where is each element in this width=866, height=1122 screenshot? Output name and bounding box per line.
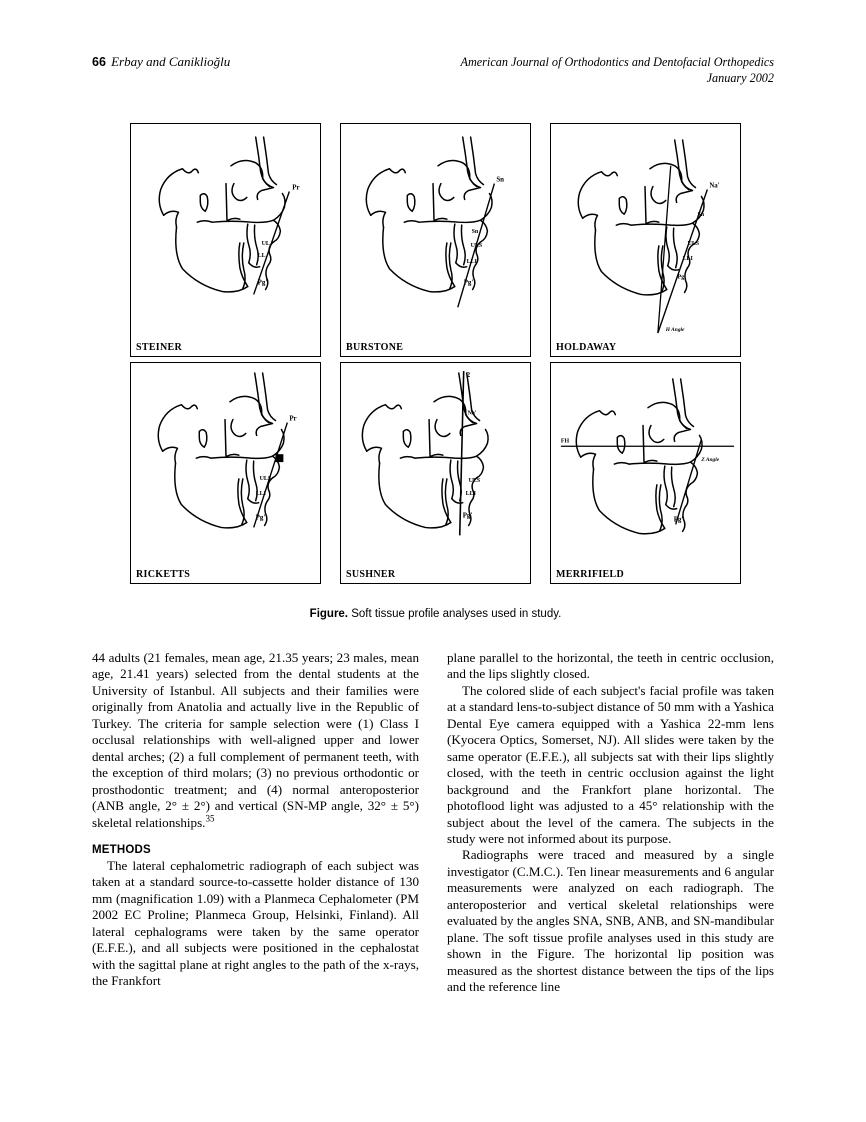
svg-text:2: 2 xyxy=(466,372,471,380)
journal-issue-date: January 2002 xyxy=(706,71,774,85)
running-head-authors: Erbay and Caniklioğlu xyxy=(111,54,231,69)
right-paragraph-3: Radiographs were traced and measured by a single investigator (C.M.C.). Ten linear measurements and 6 angular measurements were analyzed on each radiograph. The anteroposterior and vertical skeletal relationships were evaluated by the angles SNA, SNB, ANB, and SN-mandibular plane. The soft tissue profile analyses used in this study are shown in the Figure. The horizontal lip position was measured as the shortest distance between the tips of the lips and the reference line xyxy=(447,847,774,995)
svg-text:LL: LL xyxy=(257,252,266,259)
svg-text:Sn: Sn xyxy=(471,229,479,236)
svg-text:ULS: ULS xyxy=(259,475,272,482)
figure-caption-label: Figure. xyxy=(309,608,349,620)
svg-text:Pr: Pr xyxy=(289,415,297,423)
body-columns xyxy=(92,650,774,996)
panel-label-sushner: SUSHNER xyxy=(346,569,396,580)
figure-caption-text: Soft tissue profile analyses used in study. xyxy=(348,608,562,620)
svg-text:Pg': Pg' xyxy=(673,516,684,524)
svg-text:Pg': Pg' xyxy=(257,279,268,287)
svg-text:LLI: LLI xyxy=(466,258,477,265)
svg-text:ULS: ULS xyxy=(468,477,481,484)
section-heading-methods: METHODS xyxy=(92,843,151,856)
cephalometric-tracing-burstone xyxy=(341,124,530,356)
running-head-right xyxy=(461,54,774,86)
figure-panel-steiner xyxy=(130,123,321,357)
figure-row-bottom xyxy=(130,362,741,584)
running-head xyxy=(92,54,774,96)
figure-panel-ricketts xyxy=(130,362,321,584)
figure-block xyxy=(130,123,741,584)
right-column xyxy=(447,650,774,996)
svg-text:LLI: LLI xyxy=(465,490,476,497)
svg-text:UL: UL xyxy=(261,240,270,247)
svg-text:H Angle: H Angle xyxy=(665,327,685,334)
page-number: 66 xyxy=(92,55,107,69)
svg-text:FH: FH xyxy=(560,438,570,445)
svg-text:Sn: Sn xyxy=(496,176,505,184)
svg-text:Pg': Pg' xyxy=(463,279,474,287)
panel-label-burstone: BURSTONE xyxy=(346,342,404,353)
cephalometric-tracing-steiner xyxy=(131,124,320,356)
svg-text:Na': Na' xyxy=(709,182,720,190)
cephalometric-tracing-sushner xyxy=(341,363,530,583)
svg-text:Sn: Sn xyxy=(697,212,705,219)
reference-marker-35: 35 xyxy=(205,813,215,824)
right-paragraph-1: plane parallel to the horizontal, the teeth in centric occlusion, and the lips slightly closed. xyxy=(447,650,774,682)
running-head-left xyxy=(92,54,230,70)
left-paragraph-1-text: 44 adults (21 females, mean age, 21.35 years; 23 males, mean age, 21.41 years) selected from the dental students at the University of Istanbul. All subjects and their families were originally from Anatolia and actually live in the Republic of Turkey. The criteria for sample selection were (1) Class I occlusal relationships with well-aligned upper and lower dental arches; (2) a full complement of permanent teeth, with the exception of third molars; (3) no previous orthodontic or prosthodontic treatment; and (4) normal anteroposterior (ANB angle, 2° ± 2°) and vertical (SN-MP angle, 32° ± 5°) skeletal relationships. xyxy=(92,650,419,830)
figure-row-top xyxy=(130,123,741,357)
figure-panel-sushner xyxy=(340,362,531,584)
svg-text:LLI: LLI xyxy=(682,255,693,262)
panel-label-merrifield: MERRIFIELD xyxy=(556,569,625,580)
cephalometric-tracing-ricketts xyxy=(131,363,320,583)
panel-label-holdaway: HOLDAWAY xyxy=(556,342,617,353)
svg-text:Pg': Pg' xyxy=(255,514,266,522)
figure-panel-merrifield xyxy=(550,362,741,584)
svg-text:LLI: LLI xyxy=(255,490,266,497)
svg-text:ULS: ULS xyxy=(687,240,700,247)
right-paragraph-2: The colored slide of each subject's facial profile was taken at a standard lens-to-subject distance of 50 mm with a Yashica Dental Eye camera equipped with a Yashica 22-mm lens (Kyocera Optics, Somerset, NJ). All slides were taken by the same operator (E.F.E.), all subjects sat with their lips slightly closed, with the teeth in centric occlusion against the light background and the Frankfort plane horizontal. The photoflood light was adjusted to a 45° relationship with the subject about the level of the camera. The subjects in the study were not informed about its purpose. xyxy=(447,682,774,846)
left-column xyxy=(92,650,419,996)
svg-text:ULS: ULS xyxy=(470,242,483,249)
figure-panel-burstone xyxy=(340,123,531,357)
svg-text:Pg': Pg' xyxy=(462,512,473,520)
svg-text:Pg': Pg' xyxy=(677,274,686,281)
panel-label-ricketts: RICKETTS xyxy=(136,569,191,580)
cephalometric-tracing-holdaway xyxy=(551,124,740,356)
left-paragraph-2: The lateral cephalometric radiograph of each subject was taken at a standard source-to-cassette holder distance of 130 mm (magnification 1.09) with a Planmeca Cephalometer (PM 2002 EC Proline; Planmeca Group, Helsinki, Finland). All lateral cephalograms were taken by the same operator (E.F.E.), and all subjects were positioned in the cephalostat with the sagittal plane at right angles to the path of the x-rays, the Frankfort xyxy=(92,857,419,989)
svg-text:Pr: Pr xyxy=(292,184,300,192)
svg-text:Z Angle: Z Angle xyxy=(701,457,720,464)
figure-caption xyxy=(130,608,741,620)
journal-title: American Journal of Orthodontics and Dentofacial Orthopedics xyxy=(460,55,774,69)
panel-label-steiner: STEINER xyxy=(136,342,183,353)
left-paragraph-1 xyxy=(92,650,419,831)
cephalometric-tracing-merrifield xyxy=(551,363,740,583)
svg-text:Na': Na' xyxy=(467,410,477,417)
figure-panel-holdaway xyxy=(550,123,741,357)
